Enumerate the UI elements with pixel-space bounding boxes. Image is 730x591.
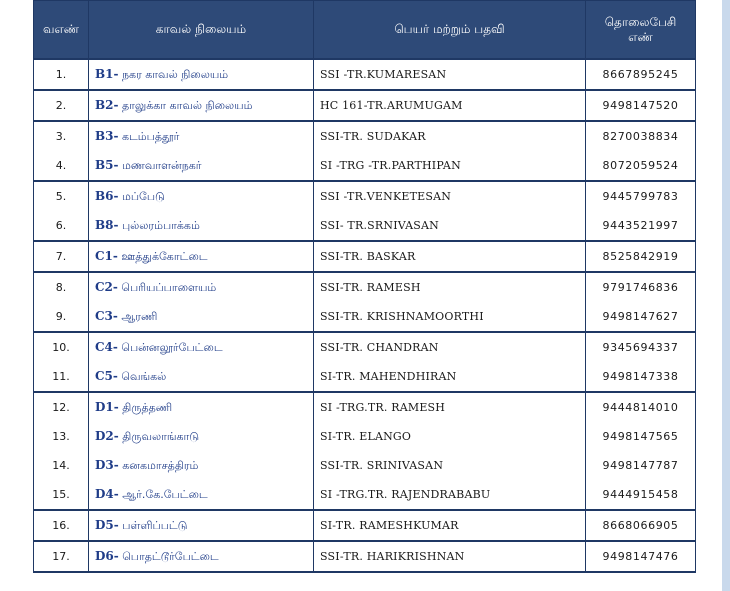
station-code: D5-	[95, 517, 119, 532]
row-station	[89, 121, 314, 151]
row-phone[interactable]: 9444814010	[586, 392, 696, 422]
station-name: தாலுக்கா காவல் நிலையம்	[121, 98, 253, 112]
row-station	[89, 211, 314, 241]
row-officer: SI-TR. MAHENDHIRAN	[314, 362, 586, 392]
table-row	[34, 480, 696, 510]
table-row	[34, 332, 696, 362]
row-officer: SI-TR. ELANGO	[314, 422, 586, 451]
row-phone[interactable]: 9498147787	[586, 451, 696, 480]
row-phone[interactable]: 9498147338	[586, 362, 696, 392]
row-serial: 10.	[34, 332, 89, 362]
station-name: கனகமாசத்திரம்	[122, 458, 199, 472]
row-phone[interactable]: 9443521997	[586, 211, 696, 241]
row-serial: 14.	[34, 451, 89, 480]
row-serial: 4.	[34, 151, 89, 181]
table-row	[34, 90, 696, 121]
row-serial: 7.	[34, 241, 89, 272]
row-phone[interactable]: 9498147565	[586, 422, 696, 451]
station-name: ஊத்துக்கோட்டை	[121, 249, 208, 263]
header-phone-line1: தொலைபேசி	[604, 14, 677, 29]
station-name: நகர காவல் நிலையம்	[121, 67, 229, 81]
station-code: D6-	[95, 548, 119, 563]
station-code: D1-	[95, 399, 119, 414]
row-station	[89, 302, 314, 332]
row-phone[interactable]: 9498147520	[586, 90, 696, 121]
station-code: C5-	[95, 368, 118, 383]
station-code: B3-	[95, 128, 119, 143]
row-station	[89, 451, 314, 480]
row-officer: SSI-TR. RAMESH	[314, 272, 586, 302]
row-station	[89, 480, 314, 510]
table-row	[34, 392, 696, 422]
station-code: C1-	[95, 248, 118, 263]
row-phone[interactable]: 8525842919	[586, 241, 696, 272]
station-code: B1-	[95, 66, 119, 81]
row-officer: SI -TRG -TR.PARTHIPAN	[314, 151, 586, 181]
station-name: ஆர்.கே.பேட்டை	[122, 487, 208, 501]
table-body	[34, 59, 696, 572]
station-code: D2-	[95, 428, 119, 443]
station-contact-table	[33, 0, 696, 573]
row-officer: SSI-TR. HARIKRISHNAN	[314, 541, 586, 572]
row-station	[89, 362, 314, 392]
station-name: புல்லரம்பாக்கம்	[121, 218, 200, 232]
row-officer: SI -TRG.TR. RAMESH	[314, 392, 586, 422]
table-row	[34, 59, 696, 90]
row-officer: SSI-TR. KRISHNAMOORTHI	[314, 302, 586, 332]
station-name: ஆரணி	[121, 309, 158, 323]
table-row	[34, 451, 696, 480]
row-officer: SI-TR. RAMESHKUMAR	[314, 510, 586, 541]
row-serial: 3.	[34, 121, 89, 151]
station-name: பள்ளிப்பட்டு	[122, 518, 188, 532]
row-serial: 12.	[34, 392, 89, 422]
table-row	[34, 510, 696, 541]
row-officer: SI -TRG.TR. RAJENDRABABU	[314, 480, 586, 510]
station-name: வெங்கல்	[121, 369, 167, 383]
row-officer: HC 161-TR.ARUMUGAM	[314, 90, 586, 121]
station-code: B5-	[95, 157, 119, 172]
row-serial: 1.	[34, 59, 89, 90]
station-name: பென்னலூர்பேட்டை	[121, 340, 223, 354]
row-phone[interactable]: 8668066905	[586, 510, 696, 541]
row-station	[89, 59, 314, 90]
header-serial: வஎண்	[34, 1, 89, 60]
row-serial: 2.	[34, 90, 89, 121]
row-station	[89, 541, 314, 572]
row-phone[interactable]: 9791746836	[586, 272, 696, 302]
row-serial: 15.	[34, 480, 89, 510]
row-serial: 13.	[34, 422, 89, 451]
row-phone[interactable]: 8270038834	[586, 121, 696, 151]
row-phone[interactable]: 8667895245	[586, 59, 696, 90]
row-phone[interactable]: 9498147627	[586, 302, 696, 332]
row-phone[interactable]: 9444915458	[586, 480, 696, 510]
row-phone[interactable]: 9445799783	[586, 181, 696, 211]
row-serial: 16.	[34, 510, 89, 541]
row-officer: SSI-TR. SUDAKAR	[314, 121, 586, 151]
row-officer: SSI-TR. CHANDRAN	[314, 332, 586, 362]
header-name-rank: பெயர் மற்றும் பதவி	[314, 1, 586, 60]
table-row	[34, 422, 696, 451]
station-code: C4-	[95, 339, 118, 354]
row-serial: 5.	[34, 181, 89, 211]
table-row	[34, 241, 696, 272]
row-serial: 8.	[34, 272, 89, 302]
row-station	[89, 392, 314, 422]
row-station	[89, 272, 314, 302]
row-phone[interactable]: 9498147476	[586, 541, 696, 572]
station-name: மணவாளன்நகர்	[121, 158, 202, 172]
table-row	[34, 121, 696, 151]
row-serial: 17.	[34, 541, 89, 572]
table-row	[34, 272, 696, 302]
row-station	[89, 241, 314, 272]
row-phone[interactable]: 8072059524	[586, 151, 696, 181]
row-officer: SSI- TR.SRNIVASAN	[314, 211, 586, 241]
station-name: மப்பேடு	[121, 189, 165, 203]
station-name: திருத்தணி	[122, 400, 173, 414]
table-row	[34, 541, 696, 572]
row-serial: 9.	[34, 302, 89, 332]
header-station: காவல் நிலையம்	[89, 1, 314, 60]
table-row	[34, 302, 696, 332]
row-officer: SSI -TR.VENKETESAN	[314, 181, 586, 211]
station-code: B2-	[95, 97, 119, 112]
row-phone[interactable]: 9345694337	[586, 332, 696, 362]
row-station	[89, 510, 314, 541]
row-serial: 6.	[34, 211, 89, 241]
table-row	[34, 362, 696, 392]
station-code: C3-	[95, 308, 118, 323]
table-header-row	[34, 1, 696, 60]
row-serial: 11.	[34, 362, 89, 392]
table-row	[34, 181, 696, 211]
page-edge-strip	[722, 0, 730, 591]
station-name: பொதட்டூர்பேட்டை	[122, 549, 219, 563]
row-station	[89, 422, 314, 451]
header-phone	[586, 1, 696, 60]
row-station	[89, 332, 314, 362]
station-code: B8-	[95, 217, 119, 232]
row-officer: SSI-TR. SRINIVASAN	[314, 451, 586, 480]
table-row	[34, 151, 696, 181]
station-code: D4-	[95, 486, 119, 501]
row-officer: SSI -TR.KUMARESAN	[314, 59, 586, 90]
row-station	[89, 90, 314, 121]
header-phone-line2: எண்	[628, 29, 653, 44]
station-code: B6-	[95, 188, 119, 203]
row-station	[89, 151, 314, 181]
table-row	[34, 211, 696, 241]
row-officer: SSI-TR. BASKAR	[314, 241, 586, 272]
row-station	[89, 181, 314, 211]
station-name: பெரியப்பாளையம்	[121, 280, 217, 294]
station-code: D3-	[95, 457, 119, 472]
station-name: திருவலாங்காடு	[122, 429, 200, 443]
station-code: C2-	[95, 279, 118, 294]
station-name: கடம்பத்தூர்	[121, 129, 180, 143]
